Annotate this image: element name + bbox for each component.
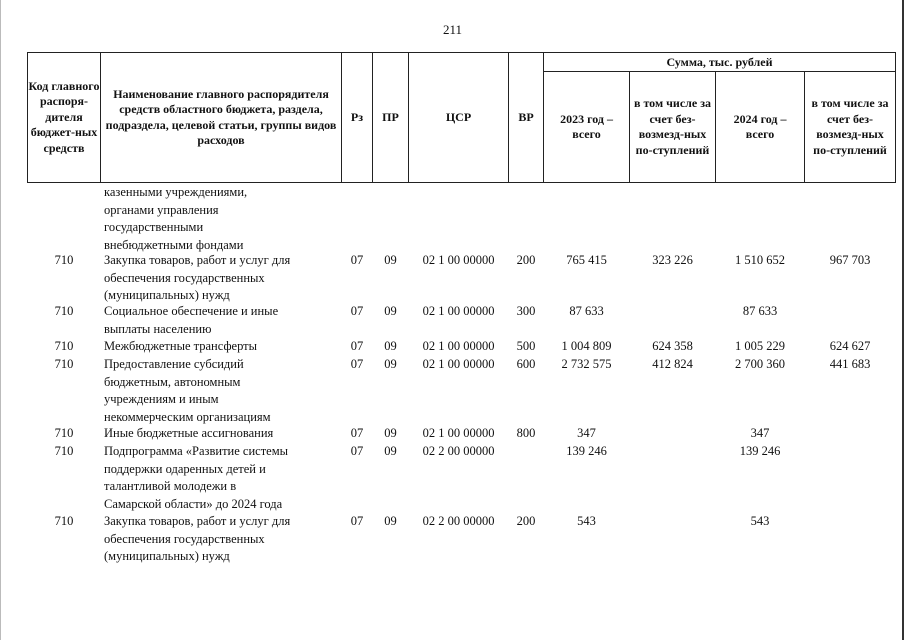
row-rz: 07	[350, 514, 364, 528]
header-2023-total: 2023 год – всего	[560, 111, 613, 141]
page-number: 211	[442, 22, 463, 37]
header-csr: ЦСР	[445, 109, 472, 124]
row-2023-total: 2 732 575	[561, 357, 612, 371]
row-csr: 02 1 00 00000	[422, 426, 495, 440]
row-rz: 07	[350, 426, 364, 440]
col-border	[543, 52, 544, 183]
row-code: 710	[54, 514, 74, 528]
row-pr: 09	[384, 426, 397, 440]
row-code: 710	[54, 253, 74, 267]
row-pr: 09	[384, 339, 397, 353]
header-top-rule	[27, 52, 896, 53]
row-vr: 300	[516, 304, 536, 318]
row-rz: 07	[350, 444, 364, 458]
header-vr: ВР	[518, 109, 534, 124]
col-border	[804, 71, 805, 183]
col-border	[715, 71, 716, 183]
header-sum: Сумма, тыс. рублей	[666, 54, 773, 69]
row-code: 710	[54, 444, 74, 458]
row-2024-grants: 967 703	[829, 253, 871, 267]
row-csr: 02 1 00 00000	[422, 253, 495, 267]
row-rz: 07	[350, 357, 364, 371]
row-2023-grants: 624 358	[652, 339, 693, 353]
row-csr: 02 1 00 00000	[422, 304, 495, 318]
row-rz: 07	[350, 253, 364, 267]
row-name: Социальное обеспечение и иные выплаты населению	[104, 304, 279, 336]
col-border	[895, 52, 896, 183]
col-border	[629, 71, 630, 183]
header-2024-grants: в том числе за счет без-возмезд-ных по-ступлений	[811, 96, 889, 157]
header-2023-grants: в том числе за счет без-возмезд-ных по-ступлений	[633, 96, 712, 157]
row-2024-grants: 624 627	[829, 339, 871, 353]
row-code: 710	[54, 339, 74, 353]
row-code: 710	[54, 357, 74, 371]
row-2024-total: 543	[750, 514, 770, 528]
row-name: казенными учреждениями, органами управления государственными внебюджетными фондами	[104, 185, 248, 252]
row-2023-total: 347	[577, 426, 596, 440]
row-2023-total: 543	[577, 514, 596, 528]
row-2023-total: 765 415	[566, 253, 607, 267]
row-2024-grants: 441 683	[829, 357, 871, 371]
row-pr: 09	[384, 304, 397, 318]
row-vr: 500	[516, 339, 536, 353]
scan-edge-right	[902, 0, 904, 640]
row-vr: 200	[516, 514, 536, 528]
row-csr: 02 2 00 00000	[422, 444, 495, 458]
row-pr: 09	[384, 444, 397, 458]
row-rz: 07	[350, 304, 364, 318]
row-name: Закупка товаров, работ и услуг для обеспечения государственных (муниципальных) нужд	[104, 514, 291, 563]
scan-edge-left	[0, 0, 1, 640]
header-name: Наименование главного распорядителя средств областного бюджета, раздела, подраздела, целевой статьи, группы видов расходов	[105, 86, 337, 147]
row-vr: 800	[516, 426, 536, 440]
row-csr: 02 1 00 00000	[422, 357, 495, 371]
row-2024-total: 2 700 360	[735, 357, 785, 371]
row-2024-total: 347	[750, 426, 770, 440]
row-code: 710	[54, 304, 74, 318]
row-2023-total: 139 246	[566, 444, 607, 458]
col-border	[100, 52, 101, 183]
row-2024-total: 139 246	[739, 444, 781, 458]
row-name: Подпрограмма «Развитие системы поддержки одаренных детей и талантливой молодежи в Самарской области» до 2024 года	[104, 444, 289, 511]
row-2023-grants: 412 824	[652, 357, 693, 371]
row-name: Межбюджетные трансферты	[104, 339, 258, 353]
row-name: Иные бюджетные ассигнования	[104, 426, 274, 440]
sum-divider	[543, 71, 896, 72]
row-rz: 07	[350, 339, 364, 353]
row-2024-total: 87 633	[742, 304, 778, 318]
row-code: 710	[54, 426, 74, 440]
header-bottom-rule	[27, 182, 896, 183]
row-csr: 02 2 00 00000	[422, 514, 495, 528]
row-name: Предоставление субсидий бюджетным, автономным учреждениям и иным некоммерческим организациям	[104, 357, 271, 424]
row-pr: 09	[384, 357, 397, 371]
row-2023-grants: 323 226	[652, 253, 693, 267]
row-name: Закупка товаров, работ и услуг для обеспечения государственных (муниципальных) нужд	[104, 253, 291, 302]
row-2023-total: 1 004 809	[561, 339, 612, 353]
row-csr: 02 1 00 00000	[422, 339, 495, 353]
row-2024-total: 1 005 229	[735, 339, 785, 353]
row-vr: 600	[516, 357, 536, 371]
header-2024-total: 2024 год – всего	[733, 111, 787, 141]
header-code: Код главного распоря-дителя бюджет-ных средств	[28, 78, 100, 155]
row-pr: 09	[384, 253, 397, 267]
row-vr: 200	[516, 253, 536, 267]
row-2024-total: 1 510 652	[735, 253, 785, 267]
header-pr: ПР	[382, 109, 399, 124]
header-rz: Рз	[350, 109, 364, 124]
row-2023-total: 87 633	[569, 304, 604, 318]
row-pr: 09	[384, 514, 397, 528]
